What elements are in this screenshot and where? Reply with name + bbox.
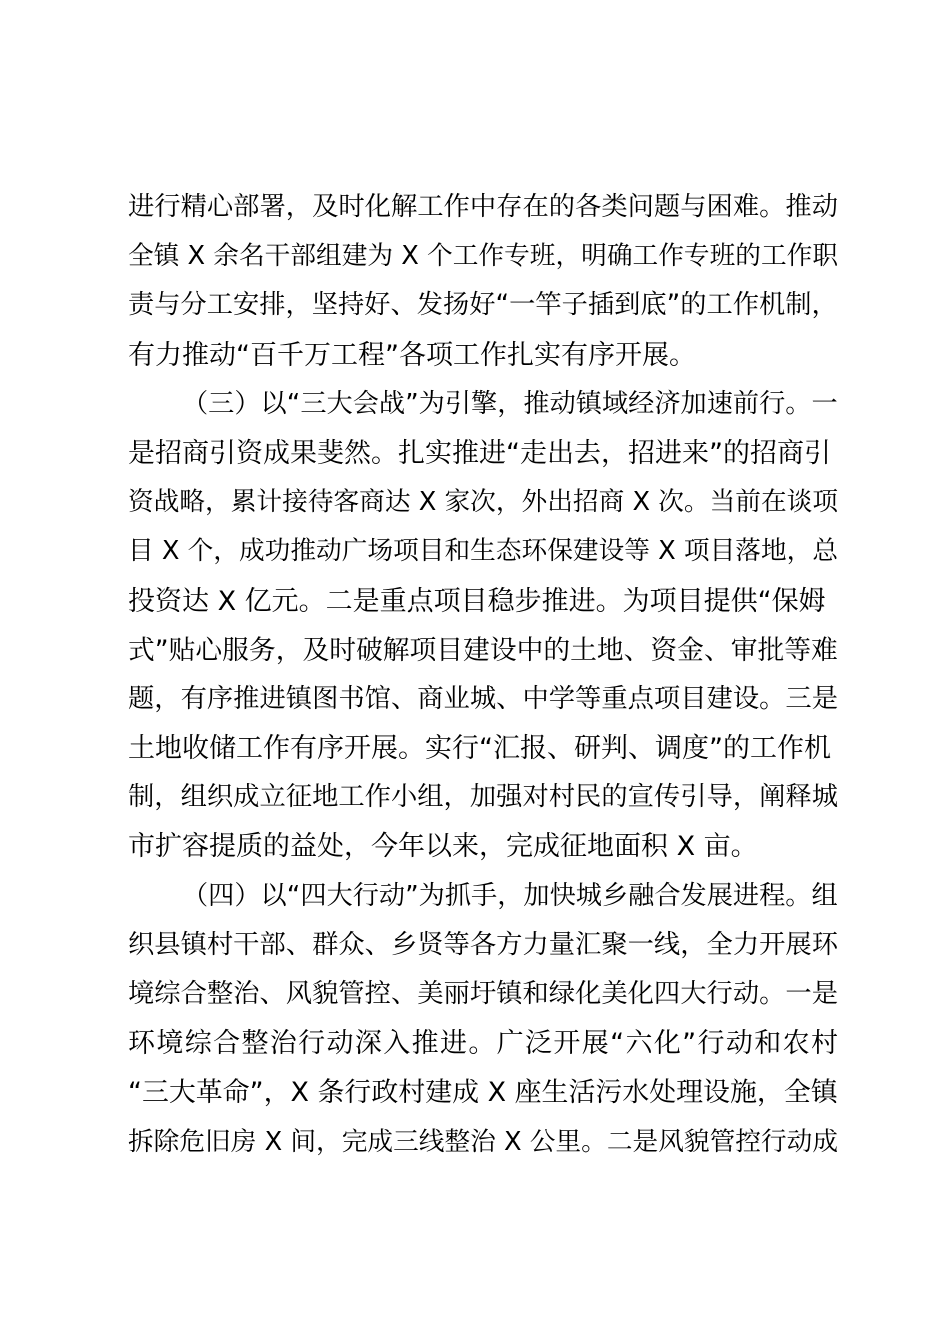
text-line: 责与分工安排，坚持好、发扬好“一竿子插到底”的工作机制， bbox=[128, 290, 838, 321]
text-line: 织县镇村干部、群众、乡贤等各方力量汇聚一线，全力开展环 bbox=[128, 929, 839, 960]
text-line: 投资达 X 亿元。二是重点项目稳步推进。为项目提供“保姆 bbox=[128, 585, 826, 617]
text-line: “三大革命”，X 条行政村建成 X 座生活污水处理设施，全镇 bbox=[128, 1077, 838, 1109]
text-line: 土地收储工作有序开展。实行“汇报、研判、调度”的工作机 bbox=[128, 733, 831, 765]
text-line: 有力推动“百千万工程”各项工作扎实有序开展。 bbox=[128, 339, 696, 371]
text-line: 目 X 个，成功推动广场项目和生态环保建设等 X 项目落地，总 bbox=[128, 536, 839, 567]
text-line: 拆除危旧房 X 间，完成三线整治 X 公里。二是风貌管控行动成 bbox=[128, 1126, 839, 1157]
text-line: 资战略，累计接待客商达 X 家次，外出招商 X 次。当前在谈项 bbox=[128, 487, 839, 518]
paragraph-heading-line: （三）以“三大会战”为引擎，推动镇域经济加速前行。一 bbox=[182, 388, 838, 419]
text-line: 制，组织成立征地工作小组，加强对村民的宣传引导，阐释城 bbox=[128, 782, 839, 813]
text-line: 题，有序推进镇图书馆、商业城、中学等重点项目建设。三是 bbox=[128, 683, 839, 714]
text-line: 全镇 X 余名干部组建为 X 个工作专班，明确工作专班的工作职 bbox=[128, 241, 839, 272]
paragraph-heading-line: （四）以“四大行动”为抓手，加快城乡融合发展进程。组 bbox=[182, 880, 838, 911]
document-body bbox=[128, 183, 838, 1167]
text-line: 境综合整治、风貌管控、美丽圩镇和绿化美化四大行动。一是 bbox=[128, 979, 839, 1009]
text-line: 是招商引资成果斐然。扎实推进“走出去，招进来”的招商引 bbox=[128, 437, 831, 469]
text-line: 环境综合整治行动深入推进。广泛开展“六化”行动和农村 bbox=[128, 1028, 840, 1060]
text-line: 进行精心部署，及时化解工作中存在的各类问题与困难。推动 bbox=[128, 192, 839, 222]
text-line: 式”贴心服务，及时破解项目建设中的土地、资金、审批等难 bbox=[128, 634, 838, 666]
text-line: 市扩容提质的益处，今年以来，完成征地面积 X 亩。 bbox=[128, 831, 758, 863]
